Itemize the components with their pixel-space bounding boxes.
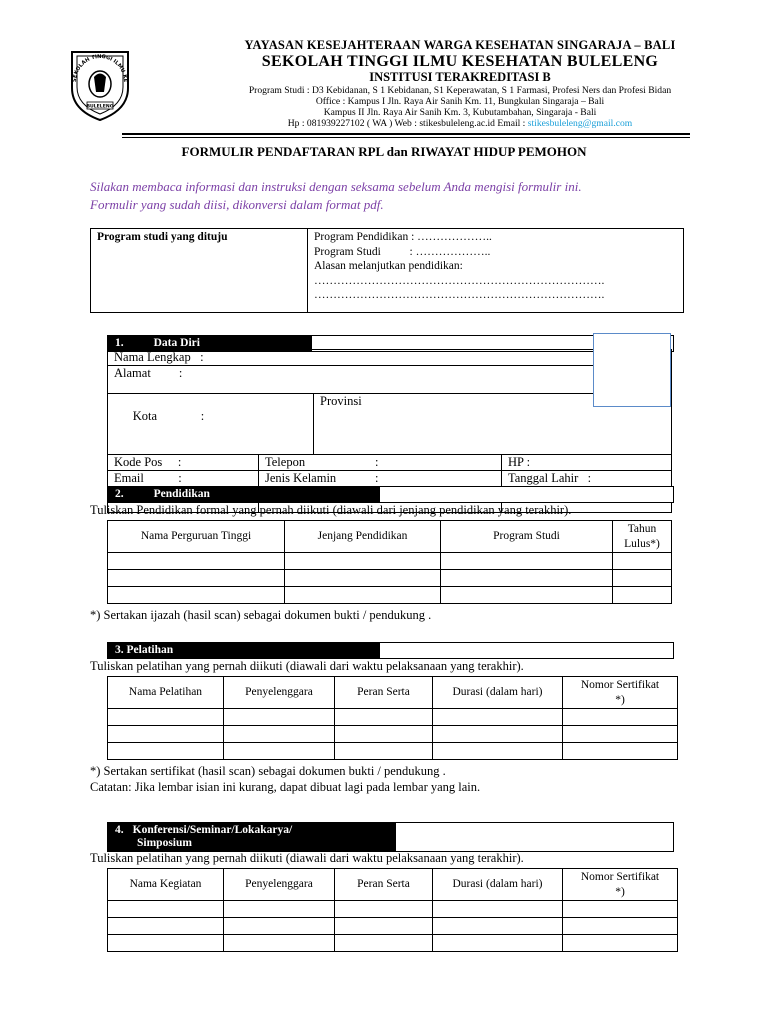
table-cell[interactable] bbox=[335, 709, 433, 726]
table-cell[interactable] bbox=[563, 918, 678, 935]
training-col-name: Nama Pelatihan bbox=[108, 677, 224, 709]
section-2-label: Pendidikan bbox=[153, 488, 210, 500]
table-cell[interactable] bbox=[563, 743, 678, 760]
section-4-bar bbox=[107, 822, 674, 852]
education-col-year: Tahun Lulus*) bbox=[613, 521, 672, 553]
logo-lettering: SEKOLAH TINGGI ILMU KE bbox=[71, 53, 129, 83]
table-cell[interactable] bbox=[285, 570, 441, 587]
table-cell[interactable] bbox=[224, 743, 335, 760]
gender-colon: : bbox=[375, 471, 379, 485]
training-col-organizer: Penyelenggara bbox=[224, 677, 335, 709]
table-row bbox=[108, 726, 678, 743]
table-cell[interactable] bbox=[335, 743, 433, 760]
section-4-label-2: Simposium bbox=[137, 837, 192, 849]
section-3-intro: Tuliskan pelatihan yang pernah diikuti (diawali dari waktu pelaksanaan yang terakhir). bbox=[90, 659, 524, 673]
section-2-bar bbox=[107, 486, 674, 503]
instruction-line-2: Formulir yang sudah diisi, dikonversi dalam format pdf. bbox=[90, 197, 384, 212]
table-cell[interactable] bbox=[108, 743, 224, 760]
city-label: Kota : bbox=[132, 409, 205, 423]
table-cell[interactable] bbox=[285, 587, 441, 604]
education-col-institution: Nama Perguruan Tinggi bbox=[108, 521, 285, 553]
phone-label: Telepon bbox=[265, 455, 306, 469]
training-col-duration: Durasi (dalam hari) bbox=[433, 677, 563, 709]
table-cell[interactable] bbox=[108, 901, 224, 918]
table-cell[interactable] bbox=[433, 709, 563, 726]
table-cell[interactable] bbox=[108, 918, 224, 935]
foundation-name: YAYASAN KESEJAHTERAAN WARGA KESEHATAN SINGARAJA – BALI bbox=[244, 38, 676, 52]
table-cell[interactable] bbox=[613, 587, 672, 604]
table-row bbox=[108, 743, 678, 760]
table-cell[interactable] bbox=[108, 726, 224, 743]
table-cell[interactable] bbox=[108, 570, 285, 587]
section-2-intro: Tuliskan Pendidikan formal yang pernah diikuti (diawali dari jenjang pendidikan yang terakhir). bbox=[90, 503, 572, 517]
table-cell[interactable] bbox=[433, 918, 563, 935]
section-3-label: 3. Pelatihan bbox=[115, 644, 174, 656]
program-reason-dots-2[interactable]: …………………………………………………………………. bbox=[314, 289, 605, 301]
conference-col-duration: Durasi (dalam hari) bbox=[433, 869, 563, 901]
section-1-number: 1. bbox=[115, 337, 124, 349]
program-reason-dots-1[interactable]: …………………………………………………………………. bbox=[314, 274, 605, 287]
school-name: SEKOLAH TINGGI ILMU KESEHATAN BULELENG bbox=[261, 53, 659, 70]
office-line-1: Office : Kampus I Jln. Raya Air Sanih Km. 11, Bungkulan Singaraja – Bali bbox=[315, 96, 605, 107]
table-cell[interactable] bbox=[441, 570, 613, 587]
table-cell[interactable] bbox=[224, 709, 335, 726]
photo-placeholder[interactable] bbox=[593, 333, 671, 407]
conference-table bbox=[107, 868, 678, 952]
program-fields[interactable] bbox=[308, 229, 684, 313]
training-col-role: Peran Serta bbox=[335, 677, 433, 709]
school-logo bbox=[66, 44, 134, 124]
contact-line bbox=[150, 118, 768, 129]
table-cell[interactable] bbox=[563, 901, 678, 918]
program-reason: Alasan melanjutkan pendidikan: bbox=[314, 260, 463, 272]
email-link[interactable]: stikesbuleleng@gmail.com bbox=[527, 118, 633, 129]
accreditation: INSTITUSI TERAKREDITASI B bbox=[369, 70, 551, 84]
education-col-program: Program Studi bbox=[441, 521, 613, 553]
table-row bbox=[108, 570, 672, 587]
table-cell[interactable] bbox=[613, 553, 672, 570]
table-cell[interactable] bbox=[563, 726, 678, 743]
section-3-bar bbox=[107, 642, 674, 659]
conference-col-organizer: Penyelenggara bbox=[224, 869, 335, 901]
table-row bbox=[108, 709, 678, 726]
section-4-label-1: Konferensi/Seminar/Lokakarya/ bbox=[132, 824, 293, 836]
address-field[interactable]: Alamat : bbox=[108, 366, 672, 394]
training-table bbox=[107, 676, 678, 760]
table-row bbox=[108, 587, 672, 604]
program-table bbox=[90, 228, 684, 313]
province-label[interactable]: Provinsi bbox=[313, 394, 362, 454]
hp-field[interactable]: HP : bbox=[502, 455, 672, 471]
section-2-title bbox=[108, 487, 380, 502]
table-cell[interactable] bbox=[563, 709, 678, 726]
table-row bbox=[108, 901, 678, 918]
table-row bbox=[108, 553, 672, 570]
header-rule-thick bbox=[122, 133, 690, 135]
table-cell[interactable] bbox=[433, 935, 563, 952]
table-cell[interactable] bbox=[108, 709, 224, 726]
table-cell[interactable] bbox=[285, 553, 441, 570]
table-cell[interactable] bbox=[433, 726, 563, 743]
section-2-note: *) Sertakan ijazah (hasil scan) sebagai dokumen bukti / pendukung . bbox=[90, 608, 432, 622]
section-4-intro: Tuliskan pelatihan yang pernah diikuti (diawali dari waktu pelaksanaan yang terakhir). bbox=[90, 851, 524, 865]
section-4-title bbox=[108, 823, 396, 851]
svg-text:BULELENG: BULELENG bbox=[86, 104, 114, 110]
table-cell[interactable] bbox=[335, 935, 433, 952]
email-field[interactable]: Email : bbox=[108, 471, 259, 513]
section-3-title bbox=[108, 643, 380, 658]
postal-field[interactable]: Kode Pos : bbox=[108, 455, 259, 471]
table-cell[interactable] bbox=[433, 743, 563, 760]
table-cell[interactable] bbox=[108, 935, 224, 952]
table-cell[interactable] bbox=[224, 935, 335, 952]
table-cell[interactable] bbox=[335, 901, 433, 918]
instructions bbox=[90, 178, 582, 214]
header-rule-thin bbox=[122, 137, 690, 138]
section-1-label: Data Diri bbox=[153, 337, 200, 349]
education-table bbox=[107, 520, 672, 604]
table-row bbox=[108, 918, 678, 935]
conference-col-name: Nama Kegiatan bbox=[108, 869, 224, 901]
gender-label: Jenis Kelamin bbox=[265, 471, 337, 485]
phone-field[interactable] bbox=[259, 455, 502, 471]
table-cell[interactable] bbox=[224, 901, 335, 918]
table-cell[interactable] bbox=[335, 918, 433, 935]
table-row bbox=[108, 935, 678, 952]
education-col-level: Jenjang Pendidikan bbox=[285, 521, 441, 553]
section-4-number: 4. bbox=[115, 824, 124, 836]
contact-text: Hp : 081939227102 ( WA ) Web : stikesbuleleng.ac.id Email : bbox=[287, 118, 528, 129]
table-cell[interactable] bbox=[613, 570, 672, 587]
city-field[interactable] bbox=[108, 394, 502, 455]
phone-colon: : bbox=[375, 455, 379, 469]
training-col-certificate: Nomor Sertifikat *) bbox=[563, 677, 678, 709]
section-3-note: *) Sertakan sertifikat (hasil scan) sebagai dokumen bukti / pendukung . bbox=[90, 764, 446, 778]
table-cell[interactable] bbox=[108, 587, 285, 604]
section-2-number: 2. bbox=[115, 488, 124, 500]
program-study[interactable]: Program Studi : ……………….. bbox=[314, 245, 491, 258]
office-line-2: Kampus II Jln. Raya Air Sanih Km. 3, Kubutambahan, Singaraja - Bali bbox=[323, 107, 597, 118]
program-label: Program studi yang dituju bbox=[91, 229, 308, 313]
program-level[interactable]: Program Pendidikan : ……………….. bbox=[314, 231, 492, 243]
programs-line: Program Studi : D3 Kebidanan, S 1 Kebidanan, S1 Keperawatan, S 1 Farmasi, Profesi Ners dan Profesi Bidan bbox=[248, 85, 672, 96]
table-cell[interactable] bbox=[108, 553, 285, 570]
instruction-line-1: Silakan membaca informasi dan instruksi dengan seksama sebelum Anda mengisi formulir ini. bbox=[90, 179, 582, 194]
table-cell[interactable] bbox=[441, 587, 613, 604]
table-cell[interactable] bbox=[224, 918, 335, 935]
table-cell[interactable] bbox=[563, 935, 678, 952]
table-cell[interactable] bbox=[224, 726, 335, 743]
table-cell[interactable] bbox=[335, 726, 433, 743]
birthdate-field[interactable]: Tanggal Lahir : bbox=[502, 471, 672, 513]
name-field[interactable]: Nama Lengkap : bbox=[108, 350, 672, 366]
section-3-note-2: Catatan: Jika lembar isian ini kurang, dapat dibuat lagi pada lembar yang lain. bbox=[90, 780, 481, 794]
conference-col-certificate: Nomor Sertifikat *) bbox=[563, 869, 678, 901]
table-cell[interactable] bbox=[433, 901, 563, 918]
form-title: FORMULIR PENDAFTARAN RPL dan RIWAYAT HIDUP PEMOHON bbox=[181, 144, 587, 159]
table-cell[interactable] bbox=[441, 553, 613, 570]
conference-col-role: Peran Serta bbox=[335, 869, 433, 901]
